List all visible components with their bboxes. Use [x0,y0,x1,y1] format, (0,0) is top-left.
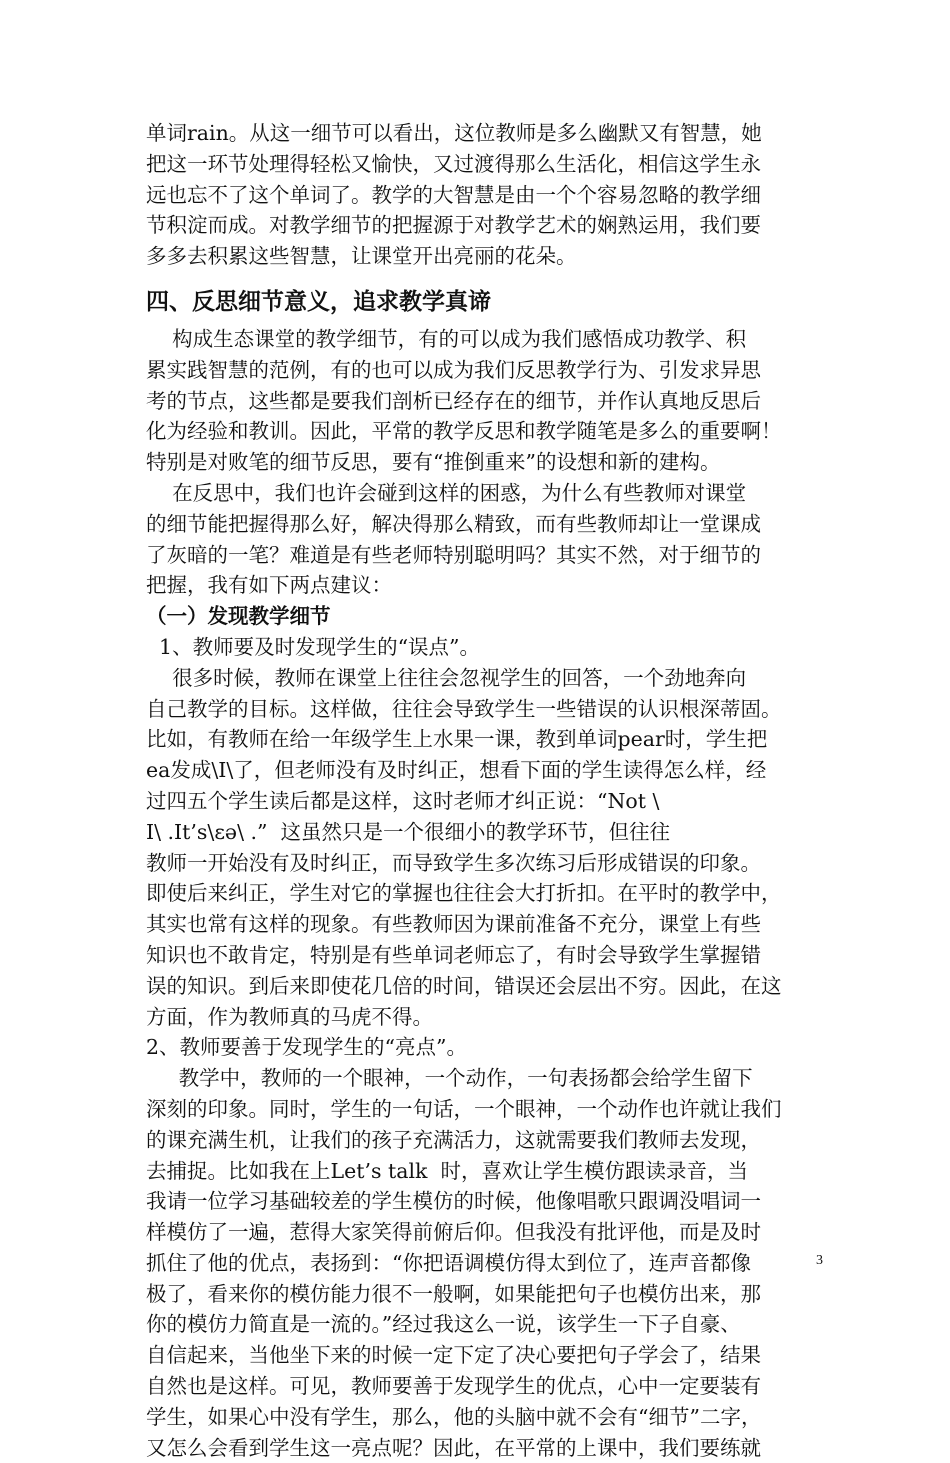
text-line: 学生，如果心中没有学生，那么，他的头脑中就不会有“细节”二字， [146,1404,762,1429]
text-line: 在反思中，我们也许会碰到这样的困惑，为什么有些教师对课堂 [146,480,747,505]
page-body [146,118,806,1463]
text-line: 自信起来，当他坐下来的时候一定下定了决心要把句子学会了，结果 [146,1343,761,1368]
point-1-title: 1、教师要及时发现学生的“误点”。 [146,634,481,659]
text-line: I\ .It’s\ɛə\ .” 这虽然只是一个很细小的教学环节，但往往 [146,819,671,844]
text-line: 抓住了他的优点，表扬到：“你把语调模仿得太到位了，连声音都像 [146,1250,751,1275]
text-line: 累实践智慧的范例，有的也可以成为我们反思教学行为、引发求异思 [146,357,761,382]
text-line: 过四五个学生读后都是这样，这时老师才纠正说：“Not \ [146,788,660,813]
text-line: 把这一环节处理得轻松又愉快，又过渡得那么生活化，相信这学生永 [146,151,761,176]
text-line: 考的节点，这些都是要我们剖析已经存在的细节，并作认真地反思后 [146,388,761,413]
text-line: 误的知识。到后来即使花几倍的时间，错误还会层出不穷。因此，在这 [146,973,782,998]
text-line: 极了，看来你的模仿能力很不一般啊，如果能把句子也模仿出来，那 [146,1281,761,1306]
paragraph-intro [146,118,806,272]
text-line: 我请一位学习基础较差的学生模仿的时候，他像唱歌只跟调没唱词一 [146,1189,761,1214]
text-line: 多多去积累这些智慧，让课堂开出亮丽的花朵。 [146,244,577,269]
paragraph-confusion [146,478,806,601]
text-line: 的细节能把握得那么好，解决得那么精致，而有些教师却让一堂课成 [146,511,761,536]
page-number: 3 [816,1253,823,1268]
text-line: 样模仿了一遍，惹得大家笑得前俯后仰。但我没有批评他，而是及时 [146,1220,761,1245]
text-line: ea发成\I\了，但老师没有及时纠正，想看下面的学生读得怎么样，经 [146,758,767,783]
text-line: 了灰暗的一笔？难道是有些老师特别聪明吗？其实不然，对于细节的 [146,542,761,567]
text-line: 构成生态课堂的教学细节，有的可以成为我们感悟成功教学、积 [146,326,747,351]
text-line: 单词rain。从这一细节可以看出，这位教师是多么幽默又有智慧，她 [146,121,762,145]
text-line: 特别是对败笔的细节反思，要有“推倒重来”的设想和新的建构。 [146,450,721,475]
text-line: 知识也不敢肯定，特别是有些单词老师忘了，有时会导致学生掌握错 [146,942,761,967]
text-line: 比如，有教师在给一年级学生上水果一课，教到单词pear时，学生把 [146,727,768,752]
text-line: 的课充满生机，让我们的孩子充满活力，这就需要我们教师去发现， [146,1127,761,1152]
paragraph-point2 [146,1063,806,1463]
text-line: 把握，我有如下两点建议： [146,573,392,598]
text-line: 很多时候，教师在课堂上往往会忽视学生的回答，一个劲地奔向 [146,665,747,690]
text-line: 去捕捉。比如我在上Let’s talk 时，喜欢让学生模仿跟读录音，当 [146,1158,749,1183]
section-heading: 四、反思细节意义，追求教学真谛 [146,288,491,315]
text-line: 深刻的印象。同时，学生的一句话，一个眼神，一个动作也许就让我们 [146,1096,782,1121]
text-line: 你的模仿力简直是一流的。”经过我这么一说，该学生一下子自豪、 [146,1312,741,1337]
text-line: 教学中，教师的一个眼神，一个动作，一句表扬都会给学生留下 [146,1066,753,1091]
text-line: 化为经验和教训。因此，平常的教学反思和教学随笔是多么的重要啊！ [146,419,782,444]
subheading-discover: （一）发现教学细节 [146,604,331,629]
point-2-title: 2、教师要善于发现学生的“亮点”。 [146,1035,468,1060]
text-line: 即使后来纠正，学生对它的掌握也往往会大打折扣。在平时的教学中， [146,881,782,906]
text-line: 远也忘不了这个单词了。教学的大智慧是由一个个容易忽略的教学细 [146,182,761,207]
text-line: 自己教学的目标。这样做，往往会导致学生一些错误的认识根深蒂固。 [146,696,782,721]
text-line: 又怎么会看到学生这一亮点呢？因此，在平常的上课中，我们要练就 [146,1435,761,1460]
paragraph-reflect [146,324,806,478]
text-line: 教师一开始没有及时纠正，而导致学生多次练习后形成错误的印象。 [146,850,761,875]
text-line: 方面，作为教师真的马虎不得。 [146,1004,433,1029]
text-line: 其实也常有这样的现象。有些教师因为课前准备不充分，课堂上有些 [146,912,761,937]
text-line: 节积淀而成。对教学细节的把握源于对教学艺术的娴熟运用，我们要 [146,213,761,238]
paragraph-point1 [146,663,806,1033]
text-line: 自然也是这样。可见，教师要善于发现学生的优点，心中一定要装有 [146,1374,761,1399]
